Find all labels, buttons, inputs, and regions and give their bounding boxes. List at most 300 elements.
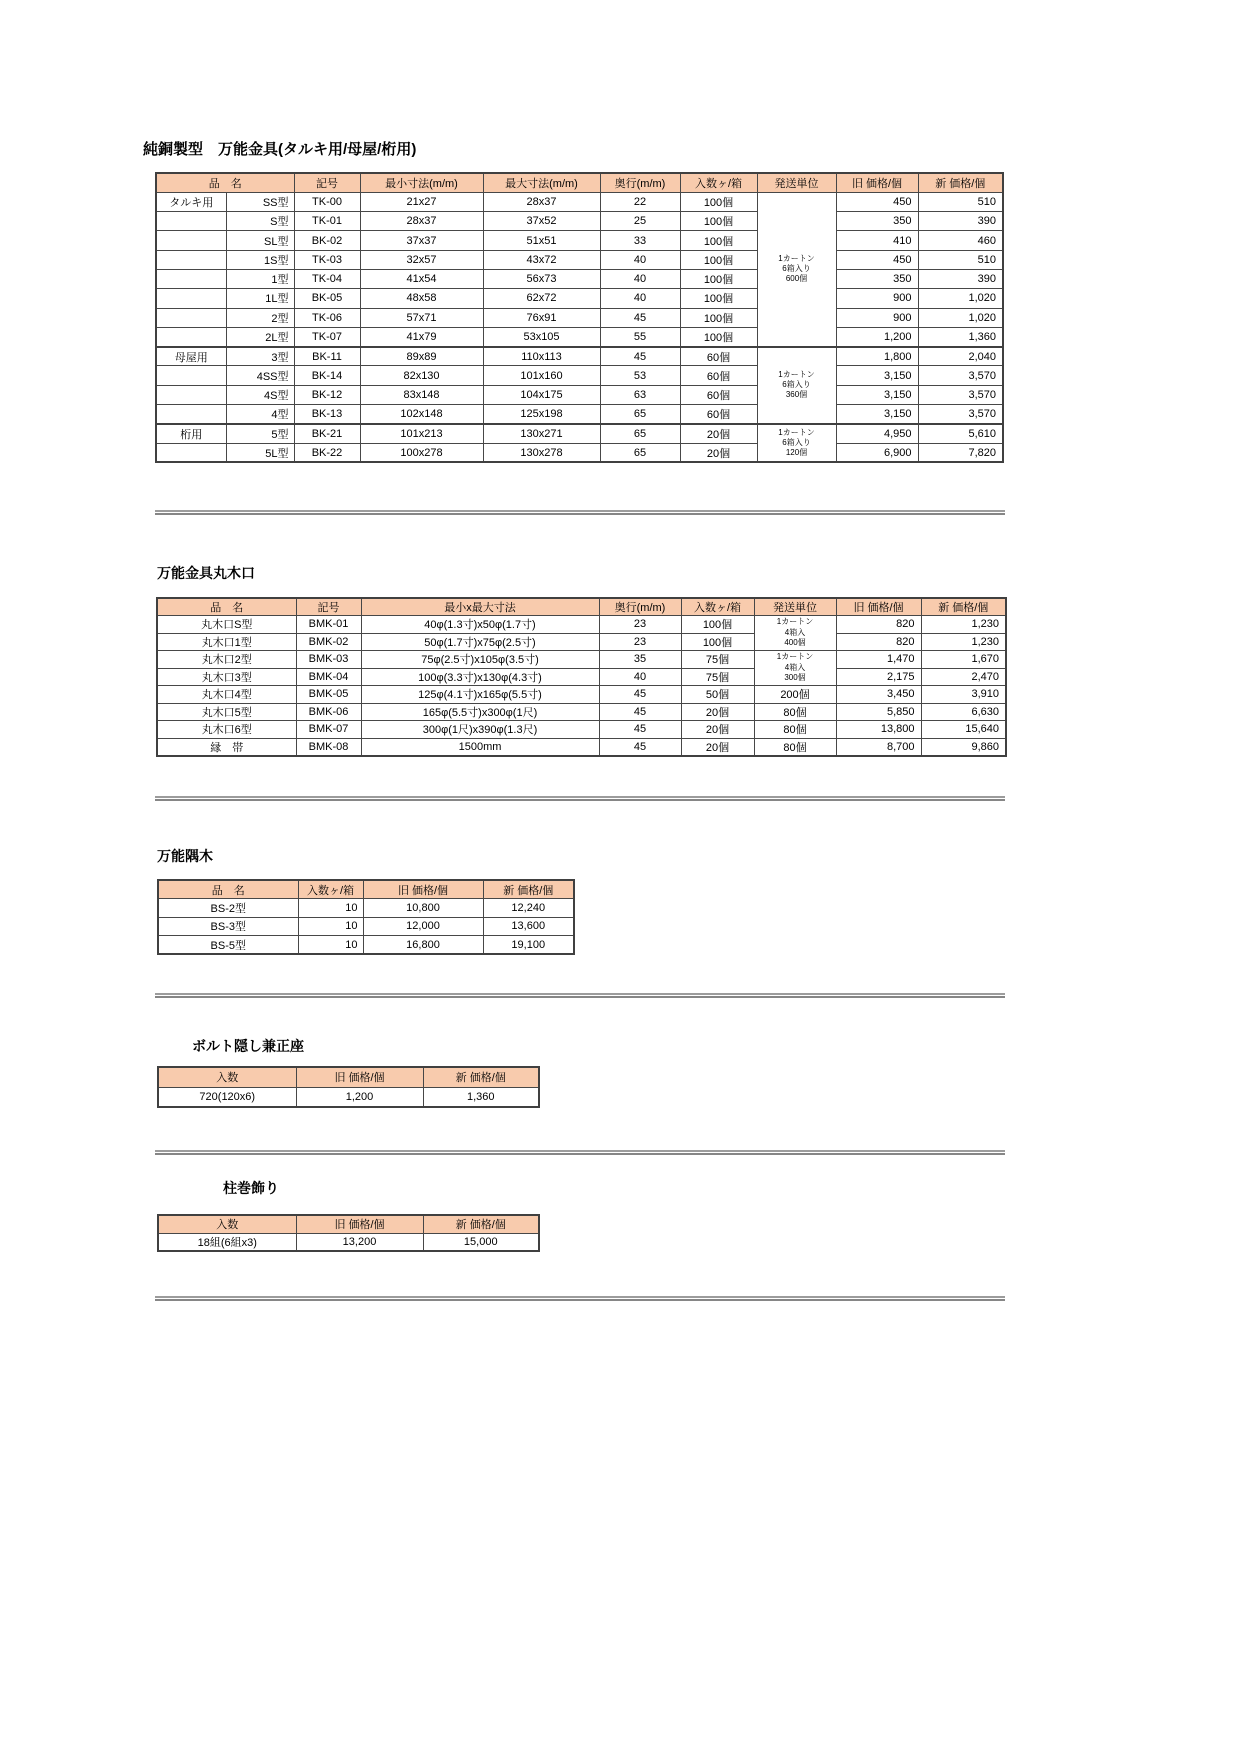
group-cell [156, 405, 226, 424]
table-row [156, 405, 1003, 424]
type-cell: 3型 [226, 347, 294, 366]
shipping-unit-line: 1カートン [778, 253, 815, 263]
code-cell: BK-05 [294, 289, 360, 308]
max-size-cell: 62x72 [483, 289, 600, 308]
table-row [157, 721, 1006, 739]
new-price-cell: 1,020 [918, 308, 1003, 327]
table-row [156, 327, 1003, 346]
old-price-cell: 8,700 [836, 738, 921, 756]
code-cell: TK-07 [294, 327, 360, 346]
size-range-cell: 1500mm [361, 738, 599, 756]
shipping-unit-cell: 200個 [754, 686, 836, 704]
code-cell: BMK-03 [296, 651, 361, 669]
depth-cell: 45 [600, 308, 680, 327]
code-cell: BK-14 [294, 366, 360, 385]
table-row [156, 289, 1003, 308]
section-divider [155, 993, 1005, 998]
old-price-cell: 16,800 [363, 936, 483, 955]
universal-bracket-table [155, 172, 1004, 463]
universal-bracket-table-wrap [155, 172, 1004, 463]
depth-cell: 55 [600, 327, 680, 346]
qty-cell: 10 [298, 899, 363, 918]
new-price-cell: 390 [918, 212, 1003, 231]
old-price-cell: 3,150 [836, 366, 918, 385]
depth-cell: 63 [600, 385, 680, 404]
table-row [156, 385, 1003, 404]
qty-cell: 60個 [680, 366, 757, 385]
qty-cell: 10 [298, 917, 363, 936]
table-row [157, 686, 1006, 704]
qty-cell: 75個 [681, 668, 754, 686]
bolt-cover-table [157, 1066, 540, 1108]
old-price-cell: 1,470 [836, 651, 921, 669]
old-price-cell: 2,175 [836, 668, 921, 686]
table-row [157, 703, 1006, 721]
section-title-bolt-cover: ボルト隠し兼正座 [192, 1038, 304, 1054]
product-name-cell: 丸木口S型 [157, 616, 296, 634]
column-header: 最小寸法(m/m) [360, 173, 483, 192]
qty-cell: 100個 [680, 327, 757, 346]
shipping-unit-line: 4箱入 [784, 627, 806, 637]
column-header: 旧 価格/個 [363, 880, 483, 899]
depth-cell: 53 [600, 366, 680, 385]
column-header: 新 価格/個 [423, 1215, 539, 1233]
code-cell: BMK-04 [296, 668, 361, 686]
qty-cell: 100個 [680, 250, 757, 269]
column-header: 入数 [158, 1215, 296, 1233]
old-price-cell: 450 [836, 192, 918, 211]
depth-cell: 22 [600, 192, 680, 211]
max-size-cell: 76x91 [483, 308, 600, 327]
old-price-cell: 1,800 [836, 347, 918, 366]
bolt-cover-table-wrap [157, 1066, 540, 1108]
new-price-cell: 12,240 [483, 899, 574, 918]
size-range-cell: 40φ(1.3寸)x50φ(1.7寸) [361, 616, 599, 634]
old-price-cell: 900 [836, 308, 918, 327]
column-header: 入数ヶ/箱 [680, 173, 757, 192]
group-cell [156, 366, 226, 385]
code-cell: BMK-01 [296, 616, 361, 634]
max-size-cell: 110x113 [483, 347, 600, 366]
shipping-unit-line: 1カートン [778, 369, 815, 379]
code-cell: TK-01 [294, 212, 360, 231]
product-name-cell: BS-3型 [158, 917, 298, 936]
product-name-cell: 丸木口4型 [157, 686, 296, 704]
type-cell: 4型 [226, 405, 294, 424]
old-price-cell: 450 [836, 250, 918, 269]
corner-timber-table [157, 879, 575, 955]
shipping-unit-line: 600個 [785, 274, 808, 284]
shipping-unit-line: 360個 [785, 390, 808, 400]
section-divider [155, 510, 1005, 515]
shipping-unit-line: 300個 [784, 673, 806, 683]
section-divider [155, 1296, 1005, 1301]
size-range-cell: 50φ(1.7寸)x75φ(2.5寸) [361, 633, 599, 651]
new-price-cell: 1,020 [918, 289, 1003, 308]
old-price-cell: 12,000 [363, 917, 483, 936]
qty-cell: 20個 [681, 703, 754, 721]
qty-cell: 100個 [680, 308, 757, 327]
max-size-cell: 130x271 [483, 424, 600, 443]
depth-cell: 45 [599, 686, 681, 704]
header-row [158, 1067, 539, 1087]
depth-cell: 45 [599, 738, 681, 756]
qty-cell: 50個 [681, 686, 754, 704]
column-header: 入数 [158, 1067, 296, 1087]
table-row [156, 308, 1003, 327]
corner-timber-table-wrap [157, 879, 575, 955]
new-price-cell: 5,610 [918, 424, 1003, 443]
group-cell [156, 308, 226, 327]
shipping-unit-cell [754, 651, 836, 686]
code-cell: BK-13 [294, 405, 360, 424]
max-size-cell: 37x52 [483, 212, 600, 231]
pillar-decoration-table-wrap [157, 1214, 540, 1252]
section-title-universal-bracket: 純銅製型 万能金具(タルキ用/母屋/桁用) [143, 141, 417, 158]
column-header: 記号 [294, 173, 360, 192]
group-cell: 母屋用 [156, 347, 226, 366]
group-cell [156, 250, 226, 269]
section-title-pillar-decoration: 柱巻飾り [223, 1180, 279, 1196]
shipping-unit-line: 6箱入り [782, 264, 811, 274]
group-cell [156, 212, 226, 231]
old-price-cell: 820 [836, 616, 921, 634]
shipping-unit-cell: 80個 [754, 721, 836, 739]
old-price-cell: 900 [836, 289, 918, 308]
code-cell: BMK-08 [296, 738, 361, 756]
pillar-decoration-table [157, 1214, 540, 1252]
type-cell: 1S型 [226, 250, 294, 269]
depth-cell: 65 [600, 424, 680, 443]
type-cell: 5型 [226, 424, 294, 443]
old-price-cell: 13,800 [836, 721, 921, 739]
min-size-cell: 21x27 [360, 192, 483, 211]
new-price-cell: 1,360 [918, 327, 1003, 346]
section-divider [155, 796, 1005, 801]
shipping-unit-line: 120個 [785, 448, 808, 458]
table-row [157, 633, 1006, 651]
depth-cell: 35 [599, 651, 681, 669]
depth-cell: 23 [599, 616, 681, 634]
qty-cell: 20個 [681, 721, 754, 739]
group-cell [156, 385, 226, 404]
product-name-cell: 丸木口5型 [157, 703, 296, 721]
type-cell: 1型 [226, 269, 294, 288]
qty-cell: 100個 [680, 269, 757, 288]
max-size-cell: 43x72 [483, 250, 600, 269]
qty-cell: 20個 [680, 443, 757, 462]
min-size-cell: 41x79 [360, 327, 483, 346]
group-cell: 桁用 [156, 424, 226, 443]
column-header: 品 名 [157, 598, 296, 616]
min-size-cell: 37x37 [360, 231, 483, 250]
code-cell: BK-11 [294, 347, 360, 366]
old-price-cell: 350 [836, 269, 918, 288]
new-price-cell: 1,670 [921, 651, 1006, 669]
group-cell [156, 269, 226, 288]
type-cell: S型 [226, 212, 294, 231]
shipping-unit-cell: 80個 [754, 703, 836, 721]
column-header: 旧 価格/個 [836, 173, 918, 192]
shipping-unit-cell [757, 347, 836, 424]
table-row [158, 917, 574, 936]
max-size-cell: 101x160 [483, 366, 600, 385]
code-cell: BK-21 [294, 424, 360, 443]
min-size-cell: 101x213 [360, 424, 483, 443]
depth-cell: 45 [600, 347, 680, 366]
column-header: 最大寸法(m/m) [483, 173, 600, 192]
new-price-cell: 2,470 [921, 668, 1006, 686]
qty-cell: 720(120x6) [158, 1087, 296, 1107]
min-size-cell: 41x54 [360, 269, 483, 288]
old-price-cell: 350 [836, 212, 918, 231]
min-size-cell: 102x148 [360, 405, 483, 424]
qty-cell: 20個 [680, 424, 757, 443]
code-cell: BK-12 [294, 385, 360, 404]
new-price-cell: 3,570 [918, 366, 1003, 385]
column-header: 旧 価格/個 [296, 1215, 423, 1233]
table-row [156, 212, 1003, 231]
new-price-cell: 13,600 [483, 917, 574, 936]
size-range-cell: 165φ(5.5寸)x300φ(1尺) [361, 703, 599, 721]
shipping-unit-cell [757, 424, 836, 463]
new-price-cell: 7,820 [918, 443, 1003, 462]
product-name-cell: 丸木口3型 [157, 668, 296, 686]
section-title-round-end-bracket: 万能金具丸木口 [157, 565, 255, 581]
shipping-unit-line: 1カートン [776, 652, 814, 662]
table-row [156, 443, 1003, 462]
new-price-cell: 2,040 [918, 347, 1003, 366]
depth-cell: 45 [599, 703, 681, 721]
depth-cell: 23 [599, 633, 681, 651]
qty-cell: 100個 [680, 231, 757, 250]
old-price-cell: 1,200 [296, 1087, 423, 1107]
product-name-cell: 丸木口2型 [157, 651, 296, 669]
old-price-cell: 6,900 [836, 443, 918, 462]
code-cell: BMK-07 [296, 721, 361, 739]
shipping-unit-cell: 80個 [754, 738, 836, 756]
product-name-cell: 縁 帯 [157, 738, 296, 756]
max-size-cell: 51x51 [483, 231, 600, 250]
new-price-cell: 19,100 [483, 936, 574, 955]
table-row [157, 616, 1006, 634]
product-name-cell: BS-2型 [158, 899, 298, 918]
qty-cell: 60個 [680, 405, 757, 424]
min-size-cell: 82x130 [360, 366, 483, 385]
new-price-cell: 510 [918, 250, 1003, 269]
column-header: 入数ヶ/箱 [681, 598, 754, 616]
min-size-cell: 57x71 [360, 308, 483, 327]
qty-cell: 75個 [681, 651, 754, 669]
table-row [158, 899, 574, 918]
qty-cell: 100個 [681, 633, 754, 651]
table-row [158, 1087, 539, 1107]
new-price-cell: 1,360 [423, 1087, 539, 1107]
header-row [157, 598, 1006, 616]
table-row [156, 269, 1003, 288]
qty-cell: 18組(6組x3) [158, 1233, 296, 1251]
header-row [156, 173, 1003, 192]
header-row [158, 880, 574, 899]
shipping-unit-line: 400個 [784, 638, 806, 648]
column-header: 品 名 [158, 880, 298, 899]
column-header: 旧 価格/個 [836, 598, 921, 616]
old-price-cell: 13,200 [296, 1233, 423, 1251]
column-header: 奥行(m/m) [600, 173, 680, 192]
new-price-cell: 460 [918, 231, 1003, 250]
group-cell: タルキ用 [156, 192, 226, 211]
table-row [157, 651, 1006, 669]
type-cell: 5L型 [226, 443, 294, 462]
new-price-cell: 3,910 [921, 686, 1006, 704]
size-range-cell: 300φ(1尺)x390φ(1.3尺) [361, 721, 599, 739]
old-price-cell: 820 [836, 633, 921, 651]
table-row [156, 250, 1003, 269]
new-price-cell: 1,230 [921, 616, 1006, 634]
new-price-cell: 390 [918, 269, 1003, 288]
table-row [157, 668, 1006, 686]
code-cell: TK-06 [294, 308, 360, 327]
min-size-cell: 32x57 [360, 250, 483, 269]
table-row [156, 424, 1003, 443]
table-row [156, 366, 1003, 385]
group-cell [156, 289, 226, 308]
size-range-cell: 75φ(2.5寸)x105φ(3.5寸) [361, 651, 599, 669]
product-name-cell: BS-5型 [158, 936, 298, 955]
old-price-cell: 410 [836, 231, 918, 250]
qty-cell: 100個 [680, 289, 757, 308]
code-cell: TK-00 [294, 192, 360, 211]
type-cell: 1L型 [226, 289, 294, 308]
qty-cell: 100個 [680, 212, 757, 231]
min-size-cell: 48x58 [360, 289, 483, 308]
code-cell: BMK-02 [296, 633, 361, 651]
depth-cell: 25 [600, 212, 680, 231]
qty-cell: 60個 [680, 385, 757, 404]
new-price-cell: 6,630 [921, 703, 1006, 721]
new-price-cell: 510 [918, 192, 1003, 211]
table-row [158, 1233, 539, 1251]
depth-cell: 40 [600, 269, 680, 288]
old-price-cell: 3,450 [836, 686, 921, 704]
qty-cell: 20個 [681, 738, 754, 756]
shipping-unit-cell [757, 192, 836, 346]
table-row [158, 936, 574, 955]
column-header: 記号 [296, 598, 361, 616]
depth-cell: 40 [599, 668, 681, 686]
new-price-cell: 3,570 [918, 405, 1003, 424]
shipping-unit-line: 1カートン [778, 427, 815, 437]
type-cell: 4SS型 [226, 366, 294, 385]
type-cell: SS型 [226, 192, 294, 211]
column-header: 品 名 [156, 173, 294, 192]
depth-cell: 45 [599, 721, 681, 739]
qty-cell: 60個 [680, 347, 757, 366]
round-end-bracket-table-wrap [156, 597, 1007, 757]
code-cell: TK-03 [294, 250, 360, 269]
qty-cell: 100個 [681, 616, 754, 634]
qty-cell: 100個 [680, 192, 757, 211]
new-price-cell: 15,000 [423, 1233, 539, 1251]
column-header: 最小x最大寸法 [361, 598, 599, 616]
header-row [158, 1215, 539, 1233]
code-cell: TK-04 [294, 269, 360, 288]
max-size-cell: 53x105 [483, 327, 600, 346]
table-row [157, 738, 1006, 756]
column-header: 新 価格/個 [423, 1067, 539, 1087]
round-end-bracket-table [156, 597, 1007, 757]
column-header: 新 価格/個 [921, 598, 1006, 616]
new-price-cell: 15,640 [921, 721, 1006, 739]
product-name-cell: 丸木口6型 [157, 721, 296, 739]
max-size-cell: 56x73 [483, 269, 600, 288]
depth-cell: 40 [600, 250, 680, 269]
depth-cell: 33 [600, 231, 680, 250]
code-cell: BMK-06 [296, 703, 361, 721]
old-price-cell: 3,150 [836, 385, 918, 404]
size-range-cell: 100φ(3.3寸)x130φ(4.3寸) [361, 668, 599, 686]
type-cell: 2L型 [226, 327, 294, 346]
column-header: 新 価格/個 [918, 173, 1003, 192]
shipping-unit-line: 1カートン [776, 617, 814, 627]
group-cell [156, 327, 226, 346]
table-row [156, 192, 1003, 211]
column-header: 奥行(m/m) [599, 598, 681, 616]
new-price-cell: 1,230 [921, 633, 1006, 651]
table-row [156, 231, 1003, 250]
new-price-cell: 3,570 [918, 385, 1003, 404]
old-price-cell: 4,950 [836, 424, 918, 443]
max-size-cell: 130x278 [483, 443, 600, 462]
code-cell: BMK-05 [296, 686, 361, 704]
max-size-cell: 125x198 [483, 405, 600, 424]
old-price-cell: 1,200 [836, 327, 918, 346]
old-price-cell: 3,150 [836, 405, 918, 424]
column-header: 新 価格/個 [483, 880, 574, 899]
new-price-cell: 9,860 [921, 738, 1006, 756]
shipping-unit-cell [754, 616, 836, 651]
section-divider [155, 1150, 1005, 1155]
column-header: 旧 価格/個 [296, 1067, 423, 1087]
column-header: 入数ヶ/箱 [298, 880, 363, 899]
old-price-cell: 10,800 [363, 899, 483, 918]
group-cell [156, 231, 226, 250]
product-name-cell: 丸木口1型 [157, 633, 296, 651]
type-cell: 4S型 [226, 385, 294, 404]
depth-cell: 40 [600, 289, 680, 308]
column-header: 発送単位 [754, 598, 836, 616]
column-header: 発送単位 [757, 173, 836, 192]
size-range-cell: 125φ(4.1寸)x165φ(5.5寸) [361, 686, 599, 704]
shipping-unit-line: 6箱入り [782, 437, 811, 447]
type-cell: SL型 [226, 231, 294, 250]
min-size-cell: 83x148 [360, 385, 483, 404]
table-row [156, 347, 1003, 366]
min-size-cell: 89x89 [360, 347, 483, 366]
shipping-unit-line: 4箱入 [784, 662, 806, 672]
qty-cell: 10 [298, 936, 363, 955]
group-cell [156, 443, 226, 462]
shipping-unit-line: 6箱入り [782, 380, 811, 390]
max-size-cell: 28x37 [483, 192, 600, 211]
section-title-corner-timber: 万能隅木 [157, 848, 213, 864]
old-price-cell: 5,850 [836, 703, 921, 721]
code-cell: BK-02 [294, 231, 360, 250]
depth-cell: 65 [600, 443, 680, 462]
code-cell: BK-22 [294, 443, 360, 462]
max-size-cell: 104x175 [483, 385, 600, 404]
min-size-cell: 28x37 [360, 212, 483, 231]
